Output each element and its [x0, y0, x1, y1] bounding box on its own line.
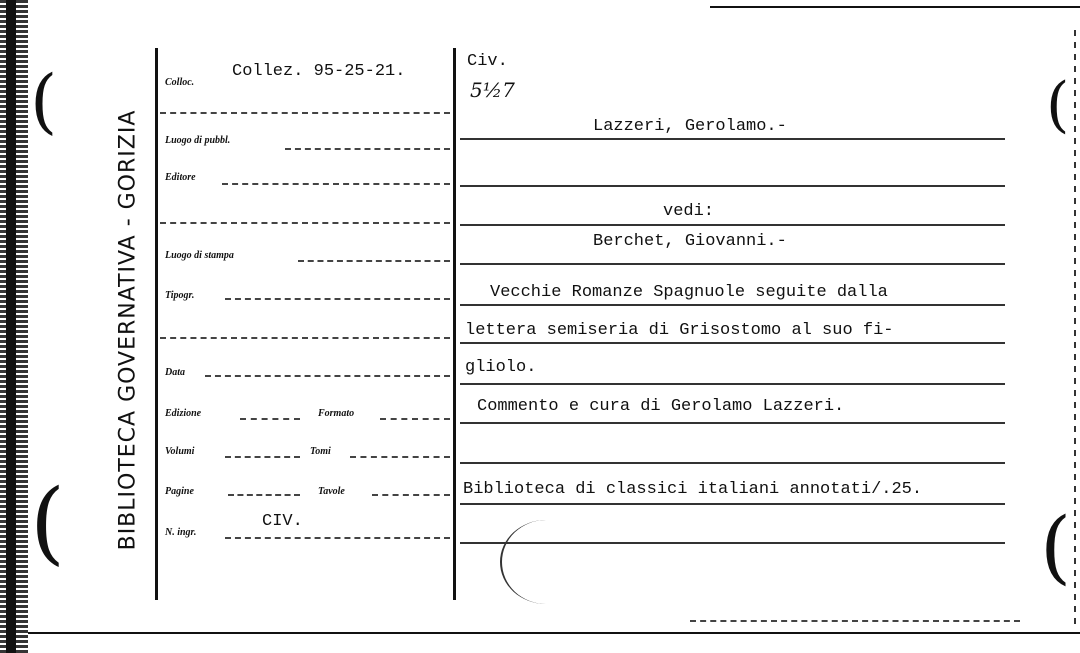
data-label: Data	[165, 367, 185, 378]
civ-label: Civ.	[467, 52, 508, 71]
left-form-border	[155, 48, 158, 600]
center-divider	[453, 48, 456, 600]
right-line-8	[460, 422, 1005, 425]
right-line-2	[460, 185, 1005, 188]
right-line-4	[460, 263, 1005, 266]
pagine-label: Pagine	[165, 486, 194, 497]
title-line-2: lettera semiseria di Grisostomo al suo fi-	[465, 321, 894, 340]
punch-hole-right-top: (	[1046, 70, 1070, 140]
right-line-7	[460, 383, 1005, 386]
left-line-4	[160, 222, 450, 225]
tipogr-label: Tipogr.	[165, 290, 195, 301]
volumi-label: Volumi	[165, 446, 195, 457]
left-line-13	[228, 494, 300, 497]
card-top-edge	[710, 6, 1080, 8]
left-line-11	[225, 456, 300, 459]
civ-number: 5½7	[470, 78, 515, 102]
card-right-edge	[1074, 30, 1076, 630]
left-line-9	[240, 418, 300, 421]
luogo-stampa-label: Luogo di stampa	[165, 250, 234, 261]
library-stamp: BIBLIOTECA GOVERNATIVA - GORIZIA	[115, 109, 141, 551]
note-line: Commento e cura di Gerolamo Lazzeri.	[477, 397, 845, 416]
editore-label: Editore	[165, 172, 196, 183]
left-line-10	[380, 418, 450, 421]
see-author: Berchet, Giovanni.-	[593, 232, 787, 251]
left-line-7	[160, 337, 450, 340]
left-line-8	[205, 375, 450, 378]
right-line-12	[690, 620, 1020, 623]
left-line-1	[160, 112, 450, 115]
left-line-2	[285, 148, 450, 151]
right-line-9	[460, 462, 1005, 465]
tomi-label: Tomi	[310, 446, 331, 457]
collocazione-value: Collez. 95-25-21.	[232, 62, 406, 81]
n-ingr-label: N. ingr.	[165, 527, 197, 538]
right-line-3	[460, 224, 1005, 227]
left-line-6	[225, 298, 450, 301]
n-ingr-value: CIV.	[262, 512, 303, 531]
tavole-label: Tavole	[318, 486, 345, 497]
right-line-6	[460, 342, 1005, 345]
luogo-pubbl-label: Luogo di pubbl.	[165, 135, 231, 146]
collocazione-label: Colloc.	[165, 77, 195, 88]
left-line-14	[372, 494, 450, 497]
left-line-3	[222, 183, 450, 186]
right-line-1	[460, 138, 1005, 141]
left-line-15	[225, 537, 450, 540]
card-bottom-edge	[28, 632, 1080, 634]
formato-label: Formato	[318, 408, 355, 419]
left-line-5	[298, 260, 450, 263]
scan-edge-left-dark	[6, 0, 16, 653]
right-line-5	[460, 304, 1005, 307]
edizione-label: Edizione	[165, 408, 202, 419]
punch-hole-right-bottom: (	[1040, 500, 1072, 593]
punch-hole-left-top: (	[30, 60, 58, 142]
see-label: vedi:	[663, 202, 715, 221]
author-heading: Lazzeri, Gerolamo.-	[593, 117, 787, 136]
title-line-3: gliolo.	[465, 358, 537, 377]
punch-hole-left-bottom: (	[30, 470, 66, 575]
right-line-10	[460, 503, 1005, 506]
series-line: Biblioteca di classici italiani annotati/.25.	[463, 480, 923, 499]
faint-round-stamp	[500, 520, 592, 604]
left-line-12	[350, 456, 450, 459]
title-line-1: Vecchie Romanze Spagnuole seguite dalla	[490, 283, 888, 302]
